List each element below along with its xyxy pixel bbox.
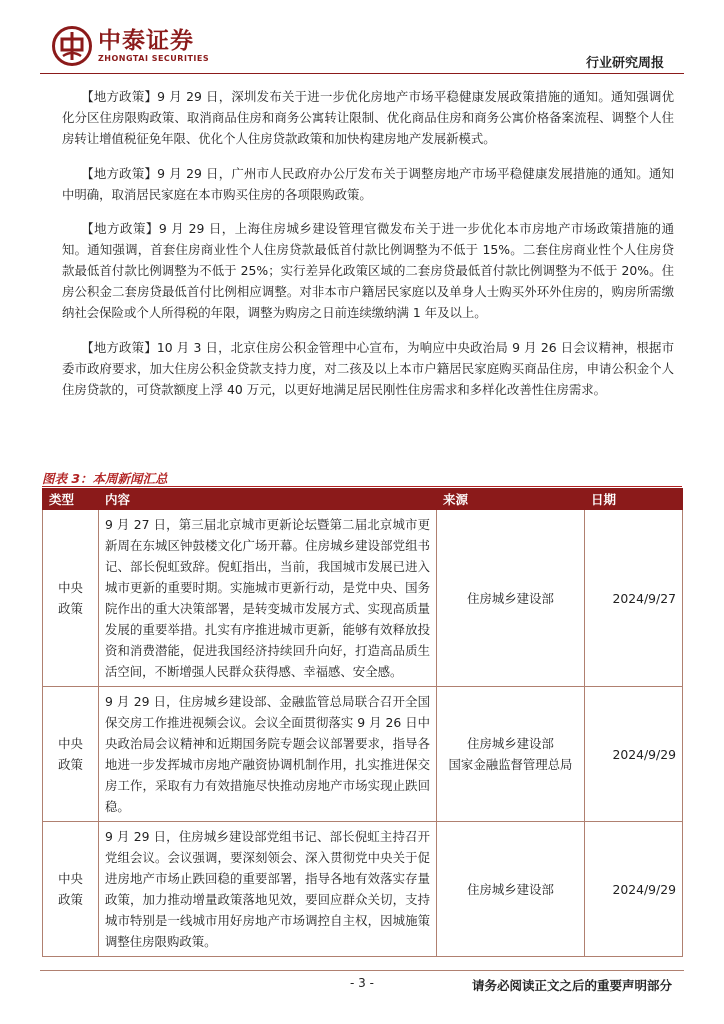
- row-source-cell: [437, 822, 585, 957]
- row-date-cell: 2024/9/27: [585, 510, 683, 687]
- row-date-cell: 2024/9/29: [585, 687, 683, 822]
- report-type-label: 行业研究周报: [585, 56, 664, 71]
- footer-divider: [40, 970, 684, 971]
- row-content-cell: 9 月 27 日，第三届北京城市更新论坛暨第二届北京城市更新周在东城区钟鼓楼文化广场开幕。住房城乡建设部党组书记、部长倪虹致辞。倪虹指出，当前，我国城市发展已进入城市更新的重要时期。实施城市更新行动，是党中央、国务院作出的重大决策部署，是转变城市发展方式、实现高质量发展的重要举措。扎实有序推进城市更新，能够有效释放投资和消费潜能，促进我国经济持续回升向好，打造高品质生活空间，不断增强人民群众获得感、幸福感、安全感。: [99, 510, 437, 687]
- table-header-row: [43, 489, 683, 510]
- table-row: [43, 510, 683, 687]
- table-row: [43, 822, 683, 957]
- figure-title: 图表 3：本周新闻汇总: [42, 471, 168, 486]
- disclaimer-note: 请务必阅读正文之后的重要声明部分: [471, 978, 672, 993]
- row-source-line: 住房城乡建设部: [467, 590, 554, 606]
- column-header-content: 内容: [99, 489, 437, 510]
- policy-paragraphs: [62, 86, 674, 413]
- row-content-cell: 9 月 29 日，住房城乡建设部党组书记、部长倪虹主持召开党组会议。会议强调，要深刻领会、深入贯彻党中央关于促进房地产市场止跌回稳的重要部署，指导各地有效落实存量政策，加力推动增量政策落地见效，要回应群众关切，支持城市特别是一线城市用好房地产市场调控自主权，因城施策调整住房限购政策。: [99, 822, 437, 957]
- policy-paragraph-guangzhou: 【地方政策】9 月 29 日，广州市人民政府办公厅发布关于调整房地产市场平稳健康发展措施的通知。通知中明确，取消居民家庭在本市购买住房的各项限购政策。: [62, 165, 674, 202]
- row-source-line: 住房城乡建设部: [467, 881, 554, 897]
- policy-paragraph-shenzhen: 【地方政策】9 月 29 日，深圳发布关于进一步优化房地产市场平稳健康发展政策措施的通知。通知强调优化分区住房限购政策、取消商品住房和商务公寓转让限制、优化商品住房和商务公寓价格备案流程、调整个人住房转让增值税征免年限、优化个人住房贷款政策和加快构建房地产发展新模式。: [62, 89, 674, 146]
- logo-chinese-name: 中泰证券: [98, 28, 194, 54]
- policy-paragraph-beijing: 【地方政策】10 月 3 日，北京住房公积金管理中心宣布，为响应中央政治局 9 月 26 日会议精神，根据市委市政府要求，加大住房公积金贷款支持力度，对二孩及以上本市户籍居民家庭购买商品住房，申请公积金个人住房贷款的，可贷款额度上浮 40 万元，以更好地满足居民刚性住房需求和多样化改善性住房需求。: [62, 339, 674, 397]
- logo-text: [98, 28, 209, 64]
- row-source-cell: [437, 687, 585, 822]
- table-row: [43, 687, 683, 822]
- row-type-text: 中央政策: [58, 871, 83, 907]
- zhongtai-logo-icon: [52, 26, 92, 66]
- figure-title-rule: [42, 486, 682, 487]
- news-summary-table: [42, 488, 683, 957]
- row-type-text: 中央政策: [58, 736, 83, 772]
- column-header-source: 来源: [437, 489, 585, 510]
- page-header: [0, 0, 724, 78]
- row-source-line: 住房城乡建设部: [467, 736, 554, 751]
- policy-paragraph-shanghai: 【地方政策】9 月 29 日，上海住房城乡建设管理官微发布关于进一步优化本市房地产市场政策措施的通知。通知强调，首套住房商业性个人住房贷款最低首付款比例调整为不低于 15%。二套住房商业性个人住房贷款最低首付款比例调整为不低于 25%；实行差异化政策区域的二套房贷最低首付款比例调整为不低于 20%。住房公积金二套房贷最低首付比例相应调整。对非本市户籍居民家庭以及单身人士购买外环外住房的，购房所需缴纳社会保险或个人所得税的年限，调整为购房之日前连续缴纳满 1 年及以上。: [62, 221, 674, 320]
- column-header-date: 日期: [585, 489, 683, 510]
- column-header-type: 类型: [43, 489, 99, 510]
- logo-english-name: ZHONGTAI SECURITIES: [98, 54, 210, 63]
- row-type-text: 中央政策: [58, 580, 83, 616]
- row-content-cell: 9 月 29 日，住房城乡建设部、金融监管总局联合召开全国保交房工作推进视频会议。会议全面贯彻落实 9 月 26 日中央政治局会议精神和近期国务院专题会议部署要求，指导各地进一步发挥城市房地产融资协调机制作用，扎实推进保交房工作，采取有力有效措施尽快推动房地产市场实现止跌回稳。: [99, 687, 437, 822]
- row-date-cell: 2024/9/29: [585, 822, 683, 957]
- row-type-cell: [43, 510, 99, 687]
- header-divider: [40, 73, 684, 74]
- row-type-cell: [43, 822, 99, 957]
- row-source-line: 国家金融监督管理总局: [448, 757, 573, 772]
- page-number: - 3 -: [350, 976, 374, 990]
- row-source-cell: [437, 510, 585, 687]
- company-logo: [52, 26, 209, 66]
- row-type-cell: [43, 687, 99, 822]
